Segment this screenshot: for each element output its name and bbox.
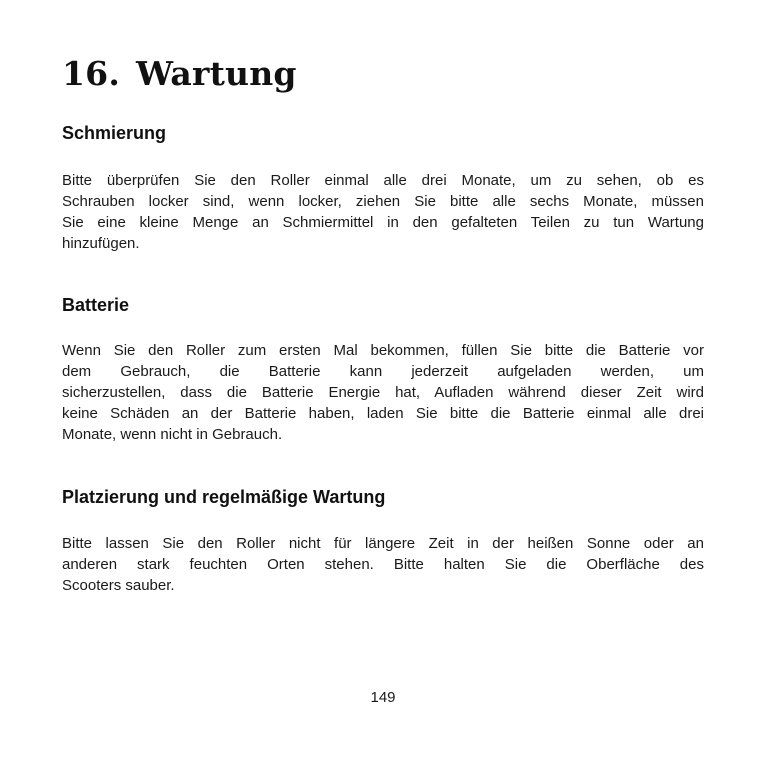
chapter-title-text: Wartung — [136, 54, 297, 93]
body-line: sicherzustellen, dass die Batterie Energie hat, Aufladen während dieser Zeit wird — [62, 384, 704, 401]
body-line: dem Gebrauch, die Batterie kann jederzeit aufgeladen werden, um — [62, 363, 704, 380]
body-line: Wenn Sie den Roller zum ersten Mal bekommen, füllen Sie bitte die Batterie vor — [62, 342, 704, 359]
section-heading-platzierung: Platzierung und regelmäßige Wartung — [62, 487, 386, 507]
section-heading-batterie: Batterie — [62, 295, 130, 315]
section-body-batterie — [62, 340, 704, 445]
body-line: Scooters sauber. — [62, 577, 175, 594]
section-body-schmierung — [62, 170, 704, 254]
section-body-platzierung — [62, 533, 704, 596]
body-line: Schrauben locker sind, wenn locker, ziehen Sie bitte alle sechs Monate, müssen — [62, 193, 704, 210]
section-heading-schmierung: Schmierung — [62, 123, 167, 143]
page-number: 149 — [370, 689, 396, 706]
body-line: hinzufügen. — [62, 235, 140, 252]
chapter-number: 16. — [62, 54, 121, 93]
body-line: keine Schäden an der Batterie haben, laden Sie bitte die Batterie einmal alle drei — [62, 405, 704, 422]
body-line: Sie eine kleine Menge an Schmiermittel in den gefalteten Teilen zu tun Wartung — [62, 214, 704, 231]
body-line: Bitte lassen Sie den Roller nicht für längere Zeit in der heißen Sonne oder an — [62, 535, 704, 552]
body-line: Monate, wenn nicht in Gebrauch. — [62, 426, 283, 443]
body-line: Bitte überprüfen Sie den Roller einmal alle drei Monate, um zu sehen, ob es — [62, 172, 704, 189]
body-line: anderen stark feuchten Orten stehen. Bitte halten Sie die Oberfläche des — [62, 556, 704, 573]
chapter-title — [62, 52, 297, 96]
